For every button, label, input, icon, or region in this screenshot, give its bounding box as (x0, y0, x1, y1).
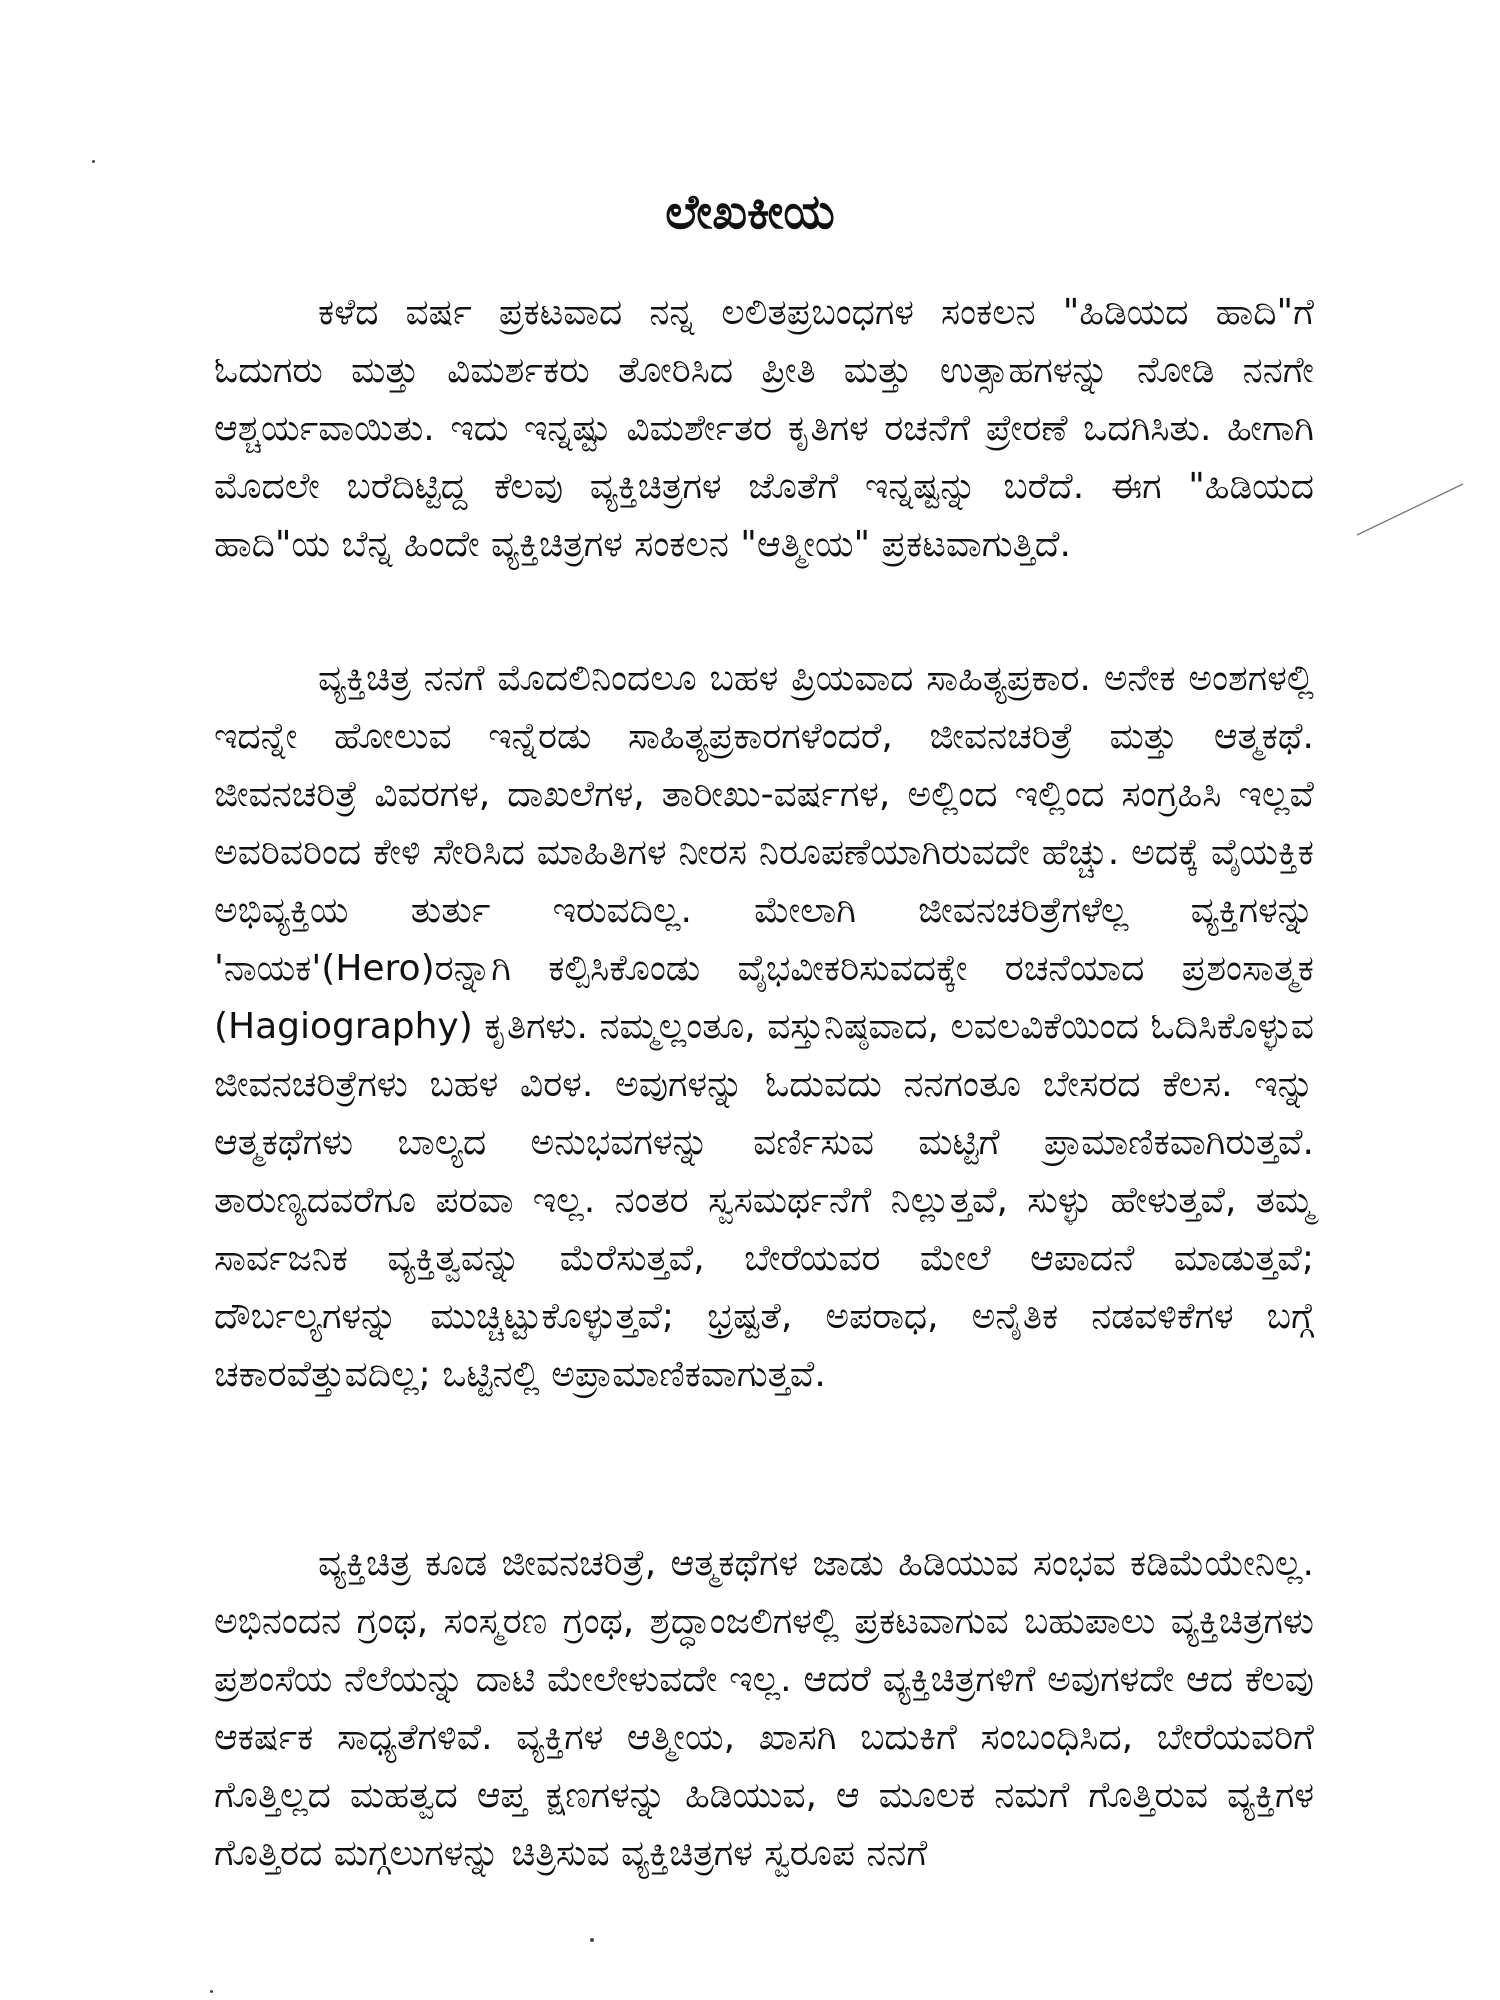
scan-speck (92, 160, 95, 163)
paragraph-text: ವ್ಯಕ್ತಿಚಿತ್ರ ನನಗೆ ಮೊದಲಿನಿಂದಲೂ ಬಹಳ ಪ್ರಿಯವಾದ ಸಾಹಿತ್ಯಪ್ರಕಾರ. ಅನೇಕ ಅಂಶಗಳಲ್ಲಿ ಇದನ್ನೇ ಹೋಲುವ ಇನ್ನೆರಡು ಸಾಹಿತ್ಯಪ್ರಕಾರಗಳೆಂದರೆ, ಜೀವನಚರಿತ್ರೆ ಮತ್ತು ಆತ್ಮಕಥೆ. ಜೀವನಚರಿತ್ರೆ ವಿವರಗಳ, ದಾಖಲೆಗಳ, ತಾರೀಖು-ವರ್ಷಗಳ, ಅಲ್ಲಿಂದ ಇಲ್ಲಿಂದ ಸಂಗ್ರಹಿಸಿ ಇಲ್ಲವೆ ಅವರಿವರಿಂದ ಕೇಳಿ ಸೇರಿಸಿದ ಮಾಹಿತಿಗಳ ನೀರಸ ನಿರೂಪಣೆಯಾಗಿರುವದೇ ಹೆಚ್ಚು. ಅದಕ್ಕೆ ವೈಯಕ್ತಿಕ ಅಭಿವ್ಯಕ್ತಿಯ ತುರ್ತು ಇರುವದಿಲ್ಲ. ಮೇಲಾಗಿ ಜೀವನಚರಿತ್ರೆಗಳೆಲ್ಲ ವ್ಯಕ್ತಿಗಳನ್ನು 'ನಾಯಕ'(Hero)ರನ್ನಾಗಿ ಕಲ್ಪಿಸಿಕೊಂಡು ವೈಭವೀಕರಿಸುವದಕ್ಕೇ ರಚನೆಯಾದ ಪ್ರಶಂಸಾತ್ಮಕ (Hagiography) ಕೃತಿಗಳು. ನಮ್ಮಲ್ಲಂತೂ, ವಸ್ತುನಿಷ್ಠವಾದ, ಲವಲವಿಕೆಯಿಂದ ಓದಿಸಿಕೊಳ್ಳುವ ಜೀವನಚರಿತ್ರೆಗಳು ಬಹಳ ವಿರಳ. ಅವುಗಳನ್ನು ಓದುವದು ನನಗಂತೂ ಬೇಸರದ ಕೆಲಸ. ಇನ್ನು ಆತ್ಮಕಥೆಗಳು ಬಾಲ್ಯದ ಅನುಭವಗಳನ್ನು ವರ್ಣಿಸುವ ಮಟ್ಟಿಗೆ ಪ್ರಾಮಾಣಿಕವಾಗಿರುತ್ತವೆ. ತಾರುಣ್ಯದವರೆಗೂ ಪರವಾ ಇಲ್ಲ. ನಂತರ ಸ್ವಸಮರ್ಥನೆಗೆ ನಿಲ್ಲುತ್ತವೆ, ಸುಳ್ಳು ಹೇಳುತ್ತವೆ, ತಮ್ಮ ಸಾರ್ವಜನಿಕ ವ್ಯಕ್ತಿತ್ವವನ್ನು ಮೆರೆಸುತ್ತವೆ, ಬೇರೆಯವರ ಮೇಲೆ ಆಪಾದನೆ ಮಾಡುತ್ತವೆ; ದೌರ್ಬಲ್ಯಗಳನ್ನು ಮುಚ್ಚಿಟ್ಟುಕೊಳ್ಳುತ್ತವೆ; ಭ್ರಷ್ಟತೆ, ಅಪರಾಧ, ಅನೈತಿಕ ನಡವಳಿಕೆಗಳ ಬಗ್ಗೆ ಚಕಾರವೆತ್ತುವದಿಲ್ಲ; ಒಟ್ಟಿನಲ್ಲಿ ಅಪ್ರಾಮಾಣಿಕವಾಗುತ್ತವೆ. (214, 658, 1314, 1395)
paragraph-text: ವ್ಯಕ್ತಿಚಿತ್ರ ಕೂಡ ಜೀವನಚರಿತ್ರೆ, ಆತ್ಮಕಥೆಗಳ ಜಾಡು ಹಿಡಿಯುವ ಸಂಭವ ಕಡಿಮೆಯೇನಿಲ್ಲ. ಅಭಿನಂದನ ಗ್ರಂಥ, ಸಂಸ್ಮರಣ ಗ್ರಂಥ, ಶ್ರದ್ಧಾಂಜಲಿಗಳಲ್ಲಿ ಪ್ರಕಟವಾಗುವ ಬಹುಪಾಲು ವ್ಯಕ್ತಿಚಿತ್ರಗಳು ಪ್ರಶಂಸೆಯ ನೆಲೆಯನ್ನು ದಾಟಿ ಮೇಲೇಳುವದೇ ಇಲ್ಲ. ಆದರೆ ವ್ಯಕ್ತಿಚಿತ್ರಗಳಿಗೆ ಅವುಗಳದೇ ಆದ ಕೆಲವು ಆಕರ್ಷಕ ಸಾಧ್ಯತೆಗಳಿವೆ. ವ್ಯಕ್ತಿಗಳ ಆತ್ಮೀಯ, ಖಾಸಗಿ ಬದುಕಿಗೆ ಸಂಬಂಧಿಸಿದ, ಬೇರೆಯವರಿಗೆ ಗೊತ್ತಿಲ್ಲದ ಮಹತ್ವದ ಆಪ್ತ ಕ್ಷಣಗಳನ್ನು ಹಿಡಿಯುವ, ಆ ಮೂಲಕ ನಮಗೆ ಗೊತ್ತಿರುವ ವ್ಯಕ್ತಿಗಳ ಗೊತ್ತಿರದ ಮಗ್ಗಲುಗಳನ್ನು ಚಿತ್ರಿಸುವ ವ್ಯಕ್ತಿಚಿತ್ರಗಳ ಸ್ವರೂಪ ನನಗೆ (214, 1543, 1314, 1874)
pencil-mark (1355, 480, 1465, 540)
paragraph-3 (214, 1535, 1314, 1883)
paragraph-text: ಕಳೆದ ವರ್ಷ ಪ್ರಕಟವಾದ ನನ್ನ ಲಲಿತಪ್ರಬಂಧಗಳ ಸಂಕಲನ "ಹಿಡಿಯದ ಹಾದಿ"ಗೆ ಓದುಗರು ಮತ್ತು ವಿಮರ್ಶಕರು ತೋರಿಸಿದ ಪ್ರೀತಿ ಮತ್ತು ಉತ್ಸಾಹಗಳನ್ನು ನೋಡಿ ನನಗೇ ಆಶ್ಚರ್ಯವಾಯಿತು. ಇದು ಇನ್ನಷ್ಟು ವಿಮರ್ಶೇತರ ಕೃತಿಗಳ ರಚನೆಗೆ ಪ್ರೇರಣೆ ಒದಗಿಸಿತು. ಹೀಗಾಗಿ ಮೊದಲೇ ಬರೆದಿಟ್ಟಿದ್ದ ಕೆಲವು ವ್ಯಕ್ತಿಚಿತ್ರಗಳ ಜೊತೆಗೆ ಇನ್ನಷ್ಟನ್ನು ಬರೆದೆ. ಈಗ "ಹಿಡಿಯದ ಹಾದಿ"ಯ ಬೆನ್ನ ಹಿಂದೇ ವ್ಯಕ್ತಿಚಿತ್ರಗಳ ಸಂಕಲನ "ಆತ್ಮೀಯ" ಪ್ರಕಟವಾಗುತ್ತಿದೆ. (214, 292, 1314, 565)
scan-speck (590, 1938, 594, 1942)
page-title: ಲೇಖಕೀಯ (665, 184, 835, 240)
paragraph-1 (214, 284, 1314, 574)
scan-speck (210, 1990, 213, 1993)
paragraph-2 (214, 650, 1314, 1404)
